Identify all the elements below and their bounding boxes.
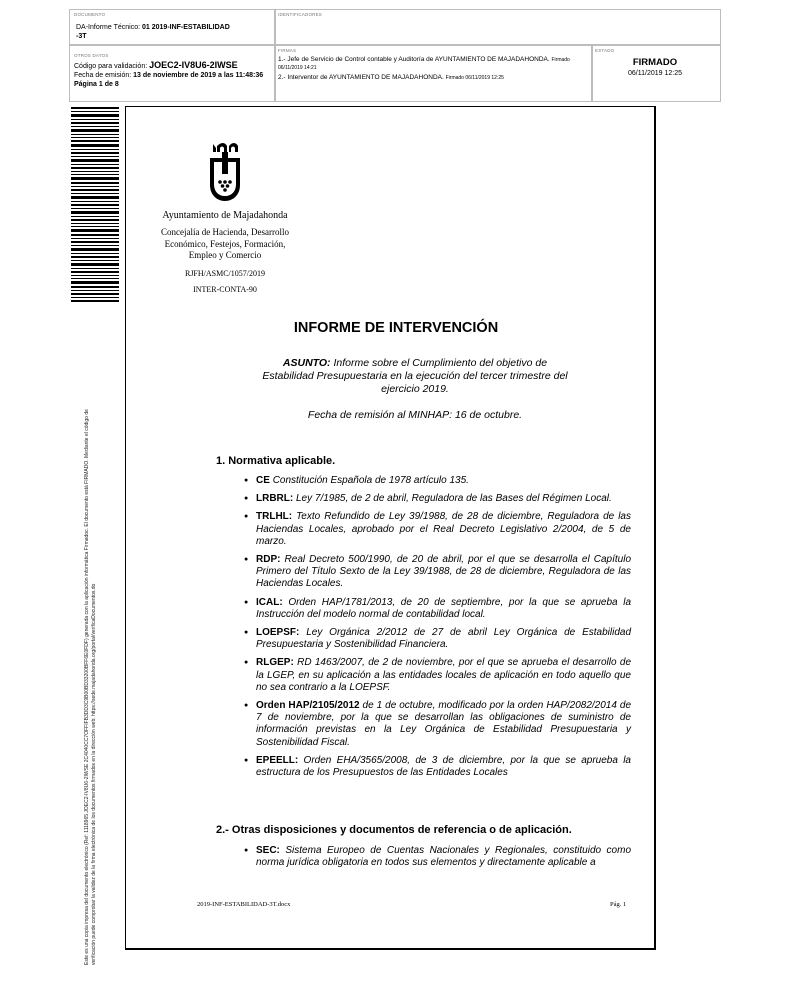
side-text-line1: Este es una copia impresa del documento electrónico (Ref: 1118965 JOEC2-IV8U6-2IWSE 2C4040CC7OFFIFB3DD3C9B00BD33200BFF6E0FDF) generada con la aplicación informática Firmadoc. El documento está FIRMADO. Mediante el código de <box>84 409 90 965</box>
footer-filename: 2019-INF-ESTABILIDAD-3T.docx <box>197 901 291 908</box>
estado-value: FIRMADO <box>632 57 678 68</box>
firma-1-date: 06/11/2019 14:21 <box>278 65 317 71</box>
list-item-text: Orden HAP/1781/2013, de 20 de septiembre, por la que se aprueba la Instrucción del modelo normal de contabilidad local. <box>256 596 632 620</box>
document-name-line2: -3T <box>76 33 87 40</box>
list-item-abbr: SEC: <box>256 845 280 856</box>
list-item-abbr: RDP: <box>256 554 281 566</box>
list-item-abbr: TRLHL: <box>256 511 293 523</box>
section-1-list <box>244 475 631 785</box>
list-item <box>244 700 631 749</box>
codigo-value: JOEC2-IV8U6-2IWSE <box>149 60 238 70</box>
firma-1-status: Firmado <box>551 57 570 63</box>
document-name-label: DA-Informe Técnico: <box>76 24 141 31</box>
verification-side-text <box>84 305 98 965</box>
org-name: Ayuntamiento de Majadahonda <box>162 210 288 221</box>
reference-1: RJFH/ASMC/1057/2019 <box>184 268 266 278</box>
firmas-caption: FIRMAS <box>278 48 297 53</box>
remision-date: Fecha de remisión al MINHAP: 16 de octubre. <box>307 409 523 421</box>
list-item-abbr: RLGEP: <box>256 657 294 669</box>
estado-date: 06/11/2019 12:25 <box>628 70 682 77</box>
side-text-line2: verificación puede comprobar la validez de la firma electrónica de los documentos firmados en la dirección web: https://sede.majadahonda.org/portal/verificaDocumentos.do <box>91 583 97 965</box>
firma-2 <box>278 73 504 83</box>
letterhead <box>160 140 290 295</box>
otros-datos-caption: OTROS DATOS <box>74 53 109 58</box>
list-item-abbr: ICAL: <box>256 596 283 608</box>
list-item <box>244 493 631 505</box>
reference-2: INTER-CONTA-90 <box>193 284 257 294</box>
asunto-label: ASUNTO: <box>282 357 331 369</box>
fecha-value: 13 de noviembre de 2019 a las 11:48:36 <box>133 72 264 79</box>
asunto-text: Informe sobre el Cumplimiento del objetivo de Estabilidad Presupuestaria en la ejecución del tercer trimestre del ejercicio 2019. <box>262 357 568 395</box>
list-item <box>244 755 631 779</box>
pagina-label: Página 1 de 8 <box>74 81 119 88</box>
codigo-validacion <box>74 61 238 71</box>
header-identificadores-box <box>274 9 721 46</box>
firma-1-text: 1.- Jefe de Servicio de Control contable y Auditoría de AYUNTAMIENTO DE MAJADAHONDA. <box>278 56 550 63</box>
list-item <box>244 627 631 651</box>
list-item-text: de 1 de octubre, modificado por la orden HAP/2082/2014 de 7 de noviembre, por la que se desarrollan las obligaciones de suministro de información previstas en la Ley Orgánica de Estabilidad Presupuestaria y Sostenibilidad Fiscal. <box>256 700 632 748</box>
section-2-list <box>244 845 631 875</box>
codigo-label: Código para validación: <box>74 63 148 70</box>
list-item-text: Sistema Europeo de Cuentas Nacionales y Regionales, constituido como norma jurídica obligatoria en todos sus elementos y directamente aplicable a <box>256 845 632 869</box>
estado-caption: ESTADO <box>595 48 615 53</box>
barcode-icon <box>71 107 119 302</box>
section-2-title: 2.- Otras disposiciones y documentos de referencia o de aplicación. <box>216 824 572 836</box>
list-item-text: Texto Refundido de Ley 39/1988, de 28 de diciembre, Reguladora de las Haciendas Locales, aprobado por el Real Decreto Legislativo 2/2004, de 5 de marzo. <box>256 511 631 547</box>
list-item-text: Real Decreto 500/1990, de 20 de abril, por el que se desarrolla el Capítulo Primero del Título Sexto de la Ley 39/1988, de 28 de diciembre, Reguladora de las Haciendas Locales. <box>256 554 632 590</box>
list-item-abbr: Orden HAP/2105/2012 <box>256 700 360 712</box>
list-item-text: Ley Orgánica 2/2012 de 27 de abril Ley Orgánica de Estabilidad Presupuestaria y Sostenibilidad Financiera. <box>256 627 632 651</box>
document-name-value: 01 2019-INF-ESTABILIDAD <box>142 24 230 31</box>
list-item-abbr: LOEPSF: <box>256 627 300 639</box>
fecha-label: Fecha de emisión: <box>74 72 132 79</box>
list-item-text: Ley 7/1985, de 2 de abril, Reguladora de las Bases del Régimen Local. <box>296 493 612 505</box>
list-item-abbr: LRBRL: <box>256 493 294 505</box>
list-item <box>244 597 631 621</box>
list-item <box>244 511 631 548</box>
document-title: INFORME DE INTERVENCIÓN <box>293 320 499 336</box>
section-1-title: 1. Normativa aplicable. <box>216 455 336 467</box>
list-item <box>244 845 631 869</box>
list-item-text: RD 1463/2007, de 2 de noviembre, por el que se aprueba el desarrollo de la LGEP, en su aplicación a las entidades locales de aplicación en todo aquello que no sea contrario a la LOEPSF. <box>256 657 632 693</box>
list-item <box>244 657 631 694</box>
firma-1 <box>278 56 590 72</box>
document-name <box>76 23 230 41</box>
department-name: Concejalía de Hacienda, Desarrollo Económico, Festejos, Formación, Empleo y Comercio <box>161 227 289 260</box>
list-item <box>244 554 631 591</box>
list-item-abbr: CE <box>256 475 270 486</box>
list-item-abbr: EPEELL: <box>256 754 299 766</box>
list-item-text: Constitución Española de 1978 artículo 135. <box>272 475 469 486</box>
fecha-emision <box>74 71 263 80</box>
firma-2-text: 2.- Interventor de AYUNTAMIENTO DE MAJADAHONDA. <box>278 74 444 81</box>
firma-2-status: Firmado 06/11/2019 12:25 <box>445 75 504 81</box>
identificadores-caption: IDENTIFICADORES <box>278 12 323 17</box>
footer-page-number: Pág. 1 <box>610 901 627 908</box>
asunto <box>260 357 570 396</box>
documento-caption: DOCUMENTO <box>74 12 106 17</box>
list-item-text: Orden EHA/3565/2008, de 3 de diciembre, por la que se aprueba la estructura de los Presupuestos de las Entidades Locales <box>256 754 631 779</box>
list-item <box>244 475 631 487</box>
